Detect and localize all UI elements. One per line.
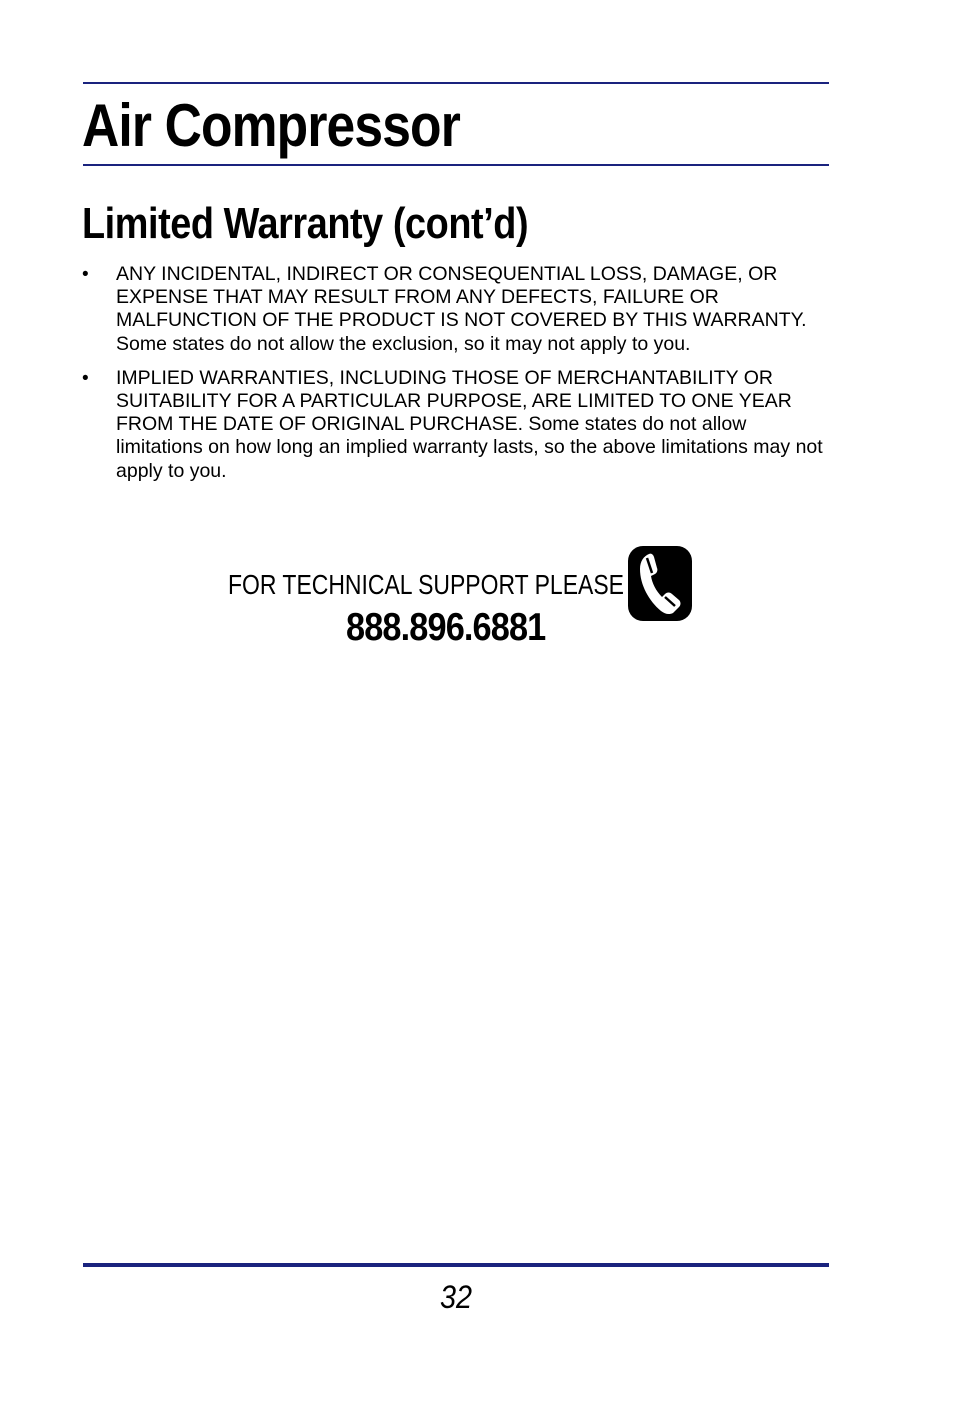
title-rule bbox=[83, 164, 829, 166]
support-label: FOR TECHNICAL SUPPORT PLEASE bbox=[228, 569, 624, 600]
warranty-bullet-list bbox=[82, 263, 832, 494]
section-heading: Limited Warranty (cont’d) bbox=[82, 199, 529, 248]
support-phone-number: 888.896.6881 bbox=[346, 606, 546, 649]
warranty-bullet-item bbox=[82, 367, 832, 483]
footer-rule bbox=[83, 1263, 829, 1267]
bullet-text: ANY INCIDENTAL, INDIRECT OR CONSEQUENTIAL LOSS, DAMAGE, OR EXPENSE THAT MAY RESULT FROM ANY DEFECTS, FAILURE OR MALFUNCTION OF THE PRODUCT IS NOT COVERED BY THIS WARRANTY. Some states do not allow the exclusion, so it may not apply to you. bbox=[116, 263, 807, 355]
phone-icon bbox=[627, 545, 693, 622]
top-rule bbox=[83, 82, 829, 84]
bullet-marker: • bbox=[82, 264, 89, 285]
bullet-text: IMPLIED WARRANTIES, INCLUDING THOSE OF MERCHANTABILITY OR SUITABILITY FOR A PARTICULAR PURPOSE, ARE LIMITED TO ONE YEAR FROM THE DATE OF ORIGINAL PURCHASE. Some states do not allow limitations on how long an implied warranty lasts, so the above limitations may not apply to you. bbox=[116, 366, 823, 482]
page-title: Air Compressor bbox=[82, 92, 460, 159]
warranty-bullet-item bbox=[82, 263, 832, 356]
page-number: 32 bbox=[439, 1279, 473, 1315]
bullet-marker: • bbox=[82, 367, 89, 389]
